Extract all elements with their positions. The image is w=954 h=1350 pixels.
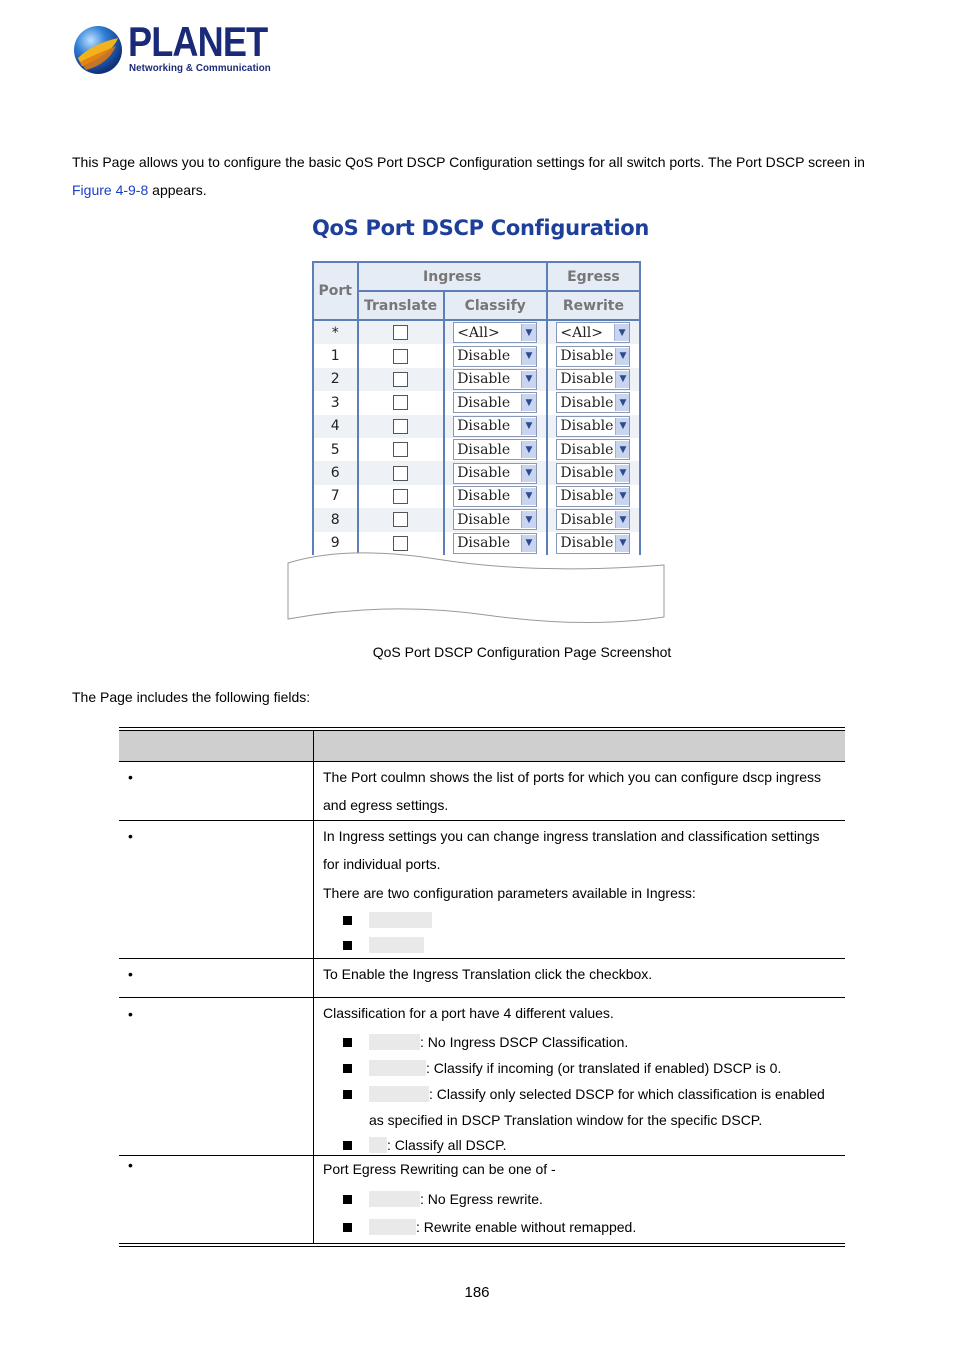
rewrite-cell [547, 461, 640, 484]
classify-item-2: : Classify if incoming (or translated if enabled) DSCP is 0. [323, 1055, 845, 1081]
chevron-down-icon: ▼ [521, 394, 537, 411]
rewrite-select[interactable]: Disable ▼ [556, 486, 630, 507]
classify-cell [444, 391, 547, 414]
chevron-down-icon: ▼ [615, 371, 629, 388]
rewrite-select[interactable]: <All> ▼ [556, 322, 630, 343]
chevron-down-icon: ▼ [521, 511, 537, 528]
translate-cell [358, 391, 444, 414]
field-row-translate [119, 959, 845, 998]
rewrite-cell [547, 415, 640, 438]
port-row [313, 391, 640, 414]
classify-cell [444, 461, 547, 484]
torn-edge [286, 545, 666, 625]
translate-checkbox[interactable] [393, 349, 408, 364]
translate-cell [358, 508, 444, 531]
translate-checkbox[interactable] [393, 372, 408, 387]
port-cell: * [313, 320, 358, 344]
square-bullet-icon [343, 1090, 352, 1099]
intro-line-2 [72, 176, 207, 204]
rewrite-select[interactable]: Disable ▼ [556, 509, 630, 530]
port-cell: 7 [313, 485, 358, 508]
intro-line-1: This Page allows you to configure the basic QoS Port DSCP Configuration settings for all switch ports. The Port DSCP screen in [72, 154, 865, 170]
classify-cell [444, 415, 547, 438]
port-cell: 9 [313, 532, 358, 555]
bullet-icon: • [128, 769, 133, 785]
port-row [313, 438, 640, 461]
ingress-desc-2: for individual ports. [323, 856, 441, 872]
chevron-down-icon: ▼ [521, 324, 537, 341]
col-classify: Classify [444, 291, 547, 320]
translate-desc: To Enable the Ingress Translation click the checkbox. [323, 966, 653, 982]
port-cell: 4 [313, 415, 358, 438]
port-row [313, 508, 640, 531]
chevron-down-icon: ▼ [521, 488, 537, 505]
port-desc-2: and egress settings. [323, 797, 449, 813]
square-bullet-icon [343, 1223, 352, 1232]
rewrite-cell [547, 344, 640, 367]
square-bullet-icon [343, 1141, 352, 1150]
fields-table [119, 727, 845, 1247]
highlight [369, 912, 432, 928]
qos-port-dscp-table [312, 261, 641, 555]
chevron-down-icon: ▼ [521, 371, 537, 388]
port-cell: 5 [313, 438, 358, 461]
figure-caption: QoS Port DSCP Configuration Page Screenshot [372, 644, 672, 660]
rewrite-select[interactable]: Disable ▼ [556, 439, 630, 460]
port-row [313, 461, 640, 484]
bullet-icon: • [128, 828, 133, 844]
rewrite-item-2: : Rewrite enable without remapped. [323, 1213, 845, 1241]
square-bullet-icon [343, 916, 352, 925]
bullet-icon: • [128, 966, 133, 982]
translate-cell [358, 368, 444, 391]
rewrite-cell [547, 391, 640, 414]
port-cell: 6 [313, 461, 358, 484]
chevron-down-icon: ▼ [615, 348, 629, 365]
chevron-down-icon: ▼ [615, 394, 629, 411]
port-row [313, 344, 640, 367]
col-ingress: Ingress [358, 262, 547, 291]
intro-line-2-rest: appears. [148, 182, 207, 198]
classify-cell [444, 320, 547, 344]
rewrite-cell [547, 368, 640, 391]
chevron-down-icon: ▼ [615, 511, 629, 528]
bullet-icon: • [128, 1006, 133, 1022]
ingress-desc-3: There are two configuration parameters available in Ingress: [323, 885, 696, 901]
classify-select[interactable]: Disable ▼ [453, 509, 537, 530]
classify-item-3-cont: as specified in DSCP Translation window for the specific DSCP. [369, 1112, 763, 1128]
classify-select[interactable]: Disable ▼ [453, 463, 537, 484]
highlight [369, 1086, 429, 1102]
classify-cell [444, 508, 547, 531]
col-port: Port [313, 262, 358, 320]
chevron-down-icon: ▼ [521, 348, 537, 365]
chevron-down-icon: ▼ [615, 441, 629, 458]
classify-select[interactable]: Disable ▼ [453, 486, 537, 507]
highlight [369, 1191, 420, 1207]
highlight [369, 1060, 426, 1076]
translate-cell [358, 320, 444, 344]
rewrite-cell [547, 485, 640, 508]
field-row-rewrite [119, 1156, 845, 1244]
ingress-item-2 [323, 933, 845, 957]
rewrite-select[interactable]: Disable ▼ [556, 369, 630, 390]
port-cell: 8 [313, 508, 358, 531]
rewrite-item-1: : No Egress rewrite. [323, 1185, 845, 1213]
chevron-down-icon: ▼ [615, 488, 629, 505]
port-row [313, 415, 640, 438]
logo-tagline: Networking & Communication [129, 62, 271, 74]
chevron-down-icon: ▼ [521, 465, 537, 482]
figure-title: QoS Port DSCP Configuration [312, 216, 650, 240]
translate-cell [358, 344, 444, 367]
highlight [369, 1137, 387, 1153]
chevron-down-icon: ▼ [615, 465, 629, 482]
chevron-down-icon: ▼ [614, 324, 630, 341]
translate-checkbox[interactable] [393, 395, 408, 410]
rewrite-select[interactable]: Disable ▼ [556, 346, 630, 367]
chevron-down-icon: ▼ [521, 441, 537, 458]
highlight [369, 1034, 420, 1050]
translate-cell [358, 438, 444, 461]
highlight [369, 1219, 416, 1235]
rewrite-cell [547, 320, 640, 344]
logo-wordmark: PLANET [128, 18, 268, 65]
chevron-down-icon: ▼ [521, 418, 537, 435]
globe-icon [72, 24, 124, 76]
figure-link[interactable]: Figure 4-9-8 [72, 182, 149, 198]
ingress-item-1 [323, 907, 845, 933]
classify-item-3: : Classify only selected DSCP for which classification is enabled [323, 1081, 845, 1107]
classify-cell [444, 344, 547, 367]
page-number: 186 [464, 1284, 490, 1301]
translate-checkbox[interactable] [393, 489, 408, 504]
classify-select[interactable]: <All> ▼ [453, 322, 537, 343]
port-row [313, 368, 640, 391]
translate-checkbox[interactable] [393, 419, 408, 434]
field-row-port [119, 762, 845, 821]
fields-table-header [119, 731, 845, 762]
col-egress: Egress [547, 262, 640, 291]
square-bullet-icon [343, 1195, 352, 1204]
translate-checkbox[interactable] [393, 442, 408, 457]
col-rewrite: Rewrite [547, 291, 640, 320]
classify-select[interactable]: Disable ▼ [453, 439, 537, 460]
chevron-down-icon: ▼ [521, 535, 537, 552]
translate-checkbox[interactable] [393, 466, 408, 481]
planet-logo [72, 18, 272, 78]
classify-item-4: : Classify all DSCP. [323, 1133, 845, 1157]
chevron-down-icon: ▼ [615, 418, 629, 435]
rewrite-select[interactable]: Disable ▼ [556, 533, 630, 554]
port-cell: 2 [313, 368, 358, 391]
translate-cell [358, 415, 444, 438]
rewrite-select[interactable]: Disable ▼ [556, 392, 630, 413]
translate-cell [358, 461, 444, 484]
classify-item-1: : No Ingress DSCP Classification. [323, 1029, 845, 1055]
classify-select[interactable]: Disable ▼ [453, 533, 537, 554]
highlight [369, 937, 424, 953]
classify-cell [444, 438, 547, 461]
classify-desc: Classification for a port have 4 different values. [323, 1005, 614, 1021]
port-cell: 1 [313, 344, 358, 367]
rewrite-cell [547, 438, 640, 461]
port-cell: 3 [313, 391, 358, 414]
port-desc-1: The Port coulmn shows the list of ports for which you can configure dscp ingress [323, 769, 822, 785]
ingress-desc-1: In Ingress settings you can change ingress translation and classification settings [323, 828, 820, 844]
translate-cell [358, 485, 444, 508]
classify-select[interactable]: Disable ▼ [453, 369, 537, 390]
fields-intro: The Page includes the following fields: [72, 689, 311, 705]
classify-cell [444, 368, 547, 391]
field-row-ingress [119, 821, 845, 959]
qos-port-dscp-screenshot [312, 261, 642, 573]
chevron-down-icon: ▼ [615, 535, 629, 552]
classify-select[interactable]: Disable ▼ [453, 392, 537, 413]
classify-cell [444, 485, 547, 508]
port-row [313, 320, 640, 344]
bullet-icon: • [128, 1157, 133, 1173]
square-bullet-icon [343, 941, 352, 950]
rewrite-select[interactable]: Disable ▼ [556, 463, 630, 484]
translate-checkbox[interactable] [393, 512, 408, 527]
classify-select[interactable]: Disable ▼ [453, 346, 537, 367]
field-row-classify [119, 998, 845, 1156]
square-bullet-icon [343, 1064, 352, 1073]
rewrite-select[interactable]: Disable ▼ [556, 416, 630, 437]
square-bullet-icon [343, 1038, 352, 1047]
classify-select[interactable]: Disable ▼ [453, 416, 537, 437]
col-translate: Translate [358, 291, 444, 320]
rewrite-desc: Port Egress Rewriting can be one of - [323, 1161, 556, 1177]
rewrite-cell [547, 508, 640, 531]
translate-checkbox[interactable] [393, 325, 408, 340]
port-row [313, 485, 640, 508]
